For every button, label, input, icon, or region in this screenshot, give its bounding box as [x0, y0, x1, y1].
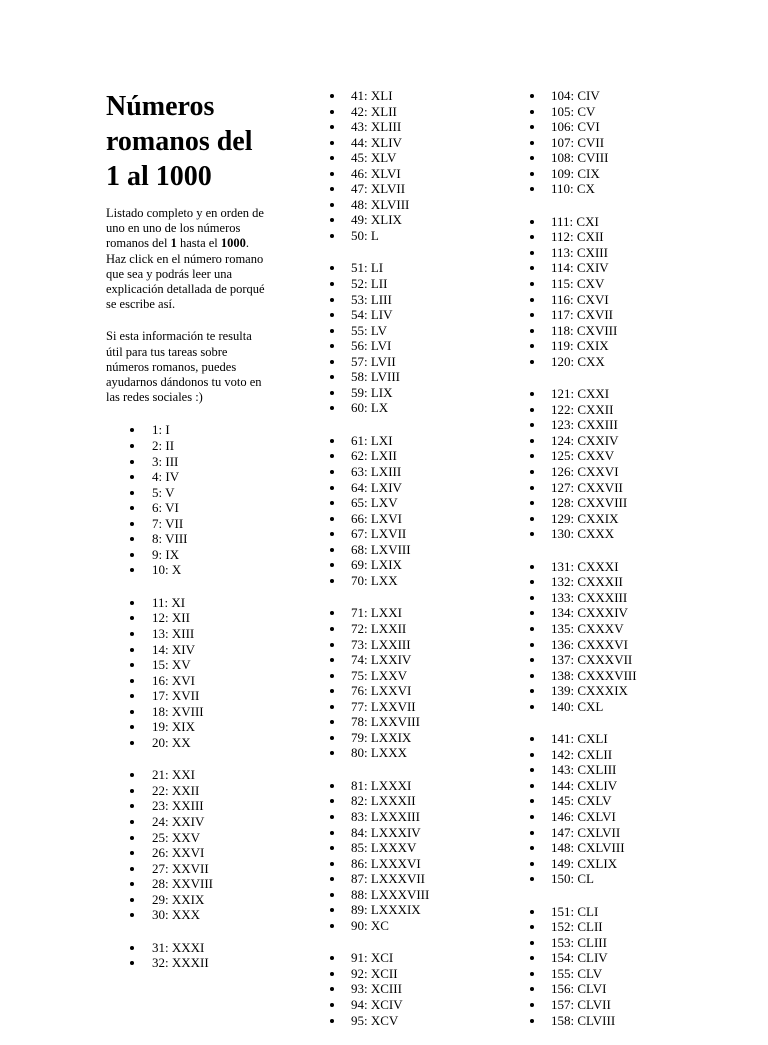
numeral-item[interactable]: 32: XXXII	[106, 955, 266, 971]
numeral-item[interactable]: 88: LXXXVIII	[330, 887, 490, 903]
numeral-item[interactable]: 11: XI	[106, 595, 266, 611]
numeral-item[interactable]: 72: LXXII	[330, 621, 490, 637]
numeral-item[interactable]: 110: CX	[530, 181, 700, 197]
numeral-item[interactable]: 107: CVII	[530, 135, 700, 151]
numeral-group	[330, 950, 490, 1028]
numeral-item[interactable]: 75: LXXV	[330, 668, 490, 684]
numeral-item[interactable]: 147: CXLVII	[530, 825, 700, 841]
numeral-item[interactable]: 115: CXV	[530, 276, 700, 292]
numeral-item[interactable]: 122: CXXII	[530, 402, 700, 418]
numeral-item[interactable]: 129: CXXIX	[530, 511, 700, 527]
numeral-item[interactable]: 92: XCII	[330, 966, 490, 982]
numeral-item[interactable]: 15: XV	[106, 657, 266, 673]
numeral-item[interactable]: 105: CV	[530, 104, 700, 120]
numeral-item[interactable]: 82: LXXXII	[330, 793, 490, 809]
numeral-item[interactable]: 152: CLII	[530, 919, 700, 935]
numeral-list-3	[530, 88, 700, 1028]
numeral-item[interactable]: 44: XLIV	[330, 135, 490, 151]
numeral-item[interactable]: 123: CXXIII	[530, 417, 700, 433]
numeral-item[interactable]: 138: CXXXVIII	[530, 668, 700, 684]
numeral-item[interactable]: 64: LXIV	[330, 480, 490, 496]
numeral-item[interactable]: 3: III	[106, 454, 266, 470]
numeral-item[interactable]: 120: CXX	[530, 354, 700, 370]
numeral-item[interactable]: 45: XLV	[330, 150, 490, 166]
numeral-item[interactable]: 2: II	[106, 438, 266, 454]
numeral-item[interactable]: 142: CXLII	[530, 747, 700, 763]
numeral-item[interactable]: 131: CXXXI	[530, 559, 700, 575]
numeral-item[interactable]: 148: CXLVIII	[530, 840, 700, 856]
numeral-item[interactable]: 135: CXXXV	[530, 621, 700, 637]
numeral-item[interactable]: 70: LXX	[330, 573, 490, 589]
numeral-group	[530, 731, 700, 886]
numeral-group	[330, 260, 490, 415]
numeral-item[interactable]: 121: CXXI	[530, 386, 700, 402]
numeral-item[interactable]: 111: CXI	[530, 214, 700, 230]
numeral-item[interactable]: 63: LXIII	[330, 464, 490, 480]
numeral-item[interactable]: 21: XXI	[106, 767, 266, 783]
numeral-item[interactable]: 12: XII	[106, 610, 266, 626]
numeral-item[interactable]: 25: XXV	[106, 830, 266, 846]
numeral-item[interactable]: 145: CXLV	[530, 793, 700, 809]
numeral-item[interactable]: 7: VII	[106, 516, 266, 532]
numeral-item[interactable]: 65: LXV	[330, 495, 490, 511]
numeral-item[interactable]: 118: CXVIII	[530, 323, 700, 339]
numeral-item[interactable]: 27: XXVII	[106, 861, 266, 877]
numeral-item[interactable]: 6: VI	[106, 500, 266, 516]
numeral-group	[330, 778, 490, 933]
numeral-item[interactable]: 114: CXIV	[530, 260, 700, 276]
numeral-item[interactable]: 90: XC	[330, 918, 490, 934]
numeral-item[interactable]: 23: XXIII	[106, 798, 266, 814]
numeral-item[interactable]: 16: XVI	[106, 673, 266, 689]
numeral-item[interactable]: 113: CXIII	[530, 245, 700, 261]
numeral-group	[530, 386, 700, 541]
numeral-item[interactable]: 13: XIII	[106, 626, 266, 642]
numeral-group	[330, 433, 490, 588]
numeral-item[interactable]: 18: XVIII	[106, 704, 266, 720]
numeral-item[interactable]: 130: CXXX	[530, 526, 700, 542]
numeral-item[interactable]: 5: V	[106, 485, 266, 501]
numeral-item[interactable]: 151: CLI	[530, 904, 700, 920]
numeral-item[interactable]: 143: CXLIII	[530, 762, 700, 778]
numeral-item[interactable]: 67: LXVII	[330, 526, 490, 542]
numeral-group	[106, 422, 266, 577]
numeral-list-2	[330, 88, 490, 1028]
numeral-item[interactable]: 55: LV	[330, 323, 490, 339]
numeral-item[interactable]: 106: CVI	[530, 119, 700, 135]
page-title: Números romanos del 1 al 1000	[106, 91, 253, 192]
numeral-item[interactable]: 19: XIX	[106, 719, 266, 735]
numeral-item[interactable]: 117: CXVII	[530, 307, 700, 323]
numeral-item[interactable]: 144: CXLIV	[530, 778, 700, 794]
numeral-item[interactable]: 4: IV	[106, 469, 266, 485]
numeral-item[interactable]: 58: LVIII	[330, 369, 490, 385]
numeral-group	[330, 605, 490, 760]
numeral-item[interactable]: 41: XLI	[330, 88, 490, 104]
numeral-item[interactable]: 24: XXIV	[106, 814, 266, 830]
numeral-item[interactable]: 54: LIV	[330, 307, 490, 323]
numeral-item[interactable]: 53: LIII	[330, 292, 490, 308]
numeral-item[interactable]: 89: LXXXIX	[330, 902, 490, 918]
numeral-item[interactable]: 149: CXLIX	[530, 856, 700, 872]
numeral-item[interactable]: 49: XLIX	[330, 212, 490, 228]
numeral-group	[106, 595, 266, 750]
numeral-item[interactable]: 61: LXI	[330, 433, 490, 449]
numeral-item[interactable]: 62: LXII	[330, 448, 490, 464]
numeral-item[interactable]: 150: CL	[530, 871, 700, 887]
numeral-item[interactable]: 71: LXXI	[330, 605, 490, 621]
numeral-item[interactable]: 139: CXXXIX	[530, 683, 700, 699]
numeral-item[interactable]: 155: CLV	[530, 966, 700, 982]
numeral-item[interactable]: 52: LII	[330, 276, 490, 292]
numeral-item[interactable]: 108: CVIII	[530, 150, 700, 166]
numeral-item[interactable]: 141: CXLI	[530, 731, 700, 747]
numeral-item[interactable]: 154: CLIV	[530, 950, 700, 966]
numeral-group	[530, 559, 700, 714]
left-column	[106, 88, 266, 988]
numeral-item[interactable]: 112: CXII	[530, 229, 700, 245]
numeral-item[interactable]: 116: CXVI	[530, 292, 700, 308]
numeral-group	[330, 88, 490, 243]
numeral-item[interactable]: 76: LXXVI	[330, 683, 490, 699]
numeral-item[interactable]: 46: XLVI	[330, 166, 490, 182]
intro-paragraph	[106, 206, 266, 312]
numeral-item[interactable]: 80: LXXX	[330, 745, 490, 761]
numeral-group	[530, 88, 700, 197]
numeral-item[interactable]: 158: CLVIII	[530, 1013, 700, 1029]
numeral-item[interactable]: 60: LX	[330, 400, 490, 416]
right-column	[530, 88, 700, 1045]
numeral-item[interactable]: 93: XCIII	[330, 981, 490, 997]
numeral-item[interactable]: 157: CLVII	[530, 997, 700, 1013]
numeral-item[interactable]: 127: CXXVII	[530, 480, 700, 496]
numeral-item[interactable]: 78: LXXVIII	[330, 714, 490, 730]
numeral-item[interactable]: 22: XXII	[106, 783, 266, 799]
numeral-item[interactable]: 153: CLIII	[530, 935, 700, 951]
numeral-item[interactable]: 69: LXIX	[330, 557, 490, 573]
numeral-item[interactable]: 68: LXVIII	[330, 542, 490, 558]
numeral-group	[530, 214, 700, 369]
numeral-item[interactable]: 26: XXVI	[106, 845, 266, 861]
numeral-item[interactable]: 56: LVI	[330, 338, 490, 354]
numeral-item[interactable]: 140: CXL	[530, 699, 700, 715]
numeral-item[interactable]: 128: CXXVIII	[530, 495, 700, 511]
numeral-item[interactable]: 77: LXXVII	[330, 699, 490, 715]
numeral-item[interactable]: 83: LXXXIII	[330, 809, 490, 825]
numeral-item[interactable]: 20: XX	[106, 735, 266, 751]
numeral-item[interactable]: 1: I	[106, 422, 266, 438]
numeral-item[interactable]: 8: VIII	[106, 531, 266, 547]
numeral-item[interactable]: 95: XCV	[330, 1013, 490, 1029]
numeral-item[interactable]: 125: CXXV	[530, 448, 700, 464]
numeral-item[interactable]: 87: LXXXVII	[330, 871, 490, 887]
vote-paragraph: Si esta información te resulta útil para tus tareas sobre números romanos, puedes ayudarnos dándonos tu voto en las redes sociales :)	[106, 329, 262, 405]
numeral-item[interactable]: 85: LXXXV	[330, 840, 490, 856]
numeral-item[interactable]: 29: XXIX	[106, 892, 266, 908]
numeral-item[interactable]: 104: CIV	[530, 88, 700, 104]
numeral-item[interactable]: 30: XXX	[106, 907, 266, 923]
numeral-item[interactable]: 14: XIV	[106, 642, 266, 658]
numeral-item[interactable]: 109: CIX	[530, 166, 700, 182]
numeral-item[interactable]: 156: CLVI	[530, 981, 700, 997]
numeral-item[interactable]: 136: CXXXVI	[530, 637, 700, 653]
numeral-item[interactable]: 31: XXXI	[106, 940, 266, 956]
numeral-item[interactable]: 126: CXXVI	[530, 464, 700, 480]
intro-bold-1: 1	[170, 236, 177, 251]
numeral-item[interactable]: 48: XLVIII	[330, 197, 490, 213]
numeral-item[interactable]: 47: XLVII	[330, 181, 490, 197]
numeral-item[interactable]: 91: XCI	[330, 950, 490, 966]
numeral-item[interactable]: 86: LXXXVI	[330, 856, 490, 872]
numeral-item[interactable]: 59: LIX	[330, 385, 490, 401]
numeral-item[interactable]: 146: CXLVI	[530, 809, 700, 825]
numeral-item[interactable]: 132: CXXXII	[530, 574, 700, 590]
middle-column	[330, 88, 490, 1045]
intro-text-1: Listado completo y en orden de uno en uno de los números romanos del	[106, 206, 264, 251]
numeral-item[interactable]: 79: LXXIX	[330, 730, 490, 746]
numeral-list-1	[106, 422, 266, 971]
numeral-item[interactable]: 124: CXXIV	[530, 433, 700, 449]
intro-bold-1000: 1000	[220, 236, 246, 251]
numeral-group	[106, 767, 266, 922]
numeral-item[interactable]: 94: XCIV	[330, 997, 490, 1013]
numeral-item[interactable]: 43: XLIII	[330, 119, 490, 135]
numeral-item[interactable]: 73: LXXIII	[330, 637, 490, 653]
numeral-item[interactable]: 42: XLII	[330, 104, 490, 120]
numeral-item[interactable]: 134: CXXXIV	[530, 605, 700, 621]
numeral-group	[530, 904, 700, 1028]
numeral-item[interactable]: 17: XVII	[106, 688, 266, 704]
numeral-group	[106, 940, 266, 971]
numeral-item[interactable]: 133: CXXXIII	[530, 590, 700, 606]
numeral-item[interactable]: 28: XXVIII	[106, 876, 266, 892]
numeral-item[interactable]: 137: CXXXVII	[530, 652, 700, 668]
numeral-item[interactable]: 66: LXVI	[330, 511, 490, 527]
numeral-item[interactable]: 119: CXIX	[530, 338, 700, 354]
numeral-item[interactable]: 81: LXXXI	[330, 778, 490, 794]
numeral-item[interactable]: 50: L	[330, 228, 490, 244]
intro-text-3: . Haz click en el número romano que sea y podrás leer una explicación detallada de porqué se escribe así.	[106, 236, 265, 312]
numeral-item[interactable]: 9: IX	[106, 547, 266, 563]
numeral-item[interactable]: 57: LVII	[330, 354, 490, 370]
numeral-item[interactable]: 74: LXXIV	[330, 652, 490, 668]
intro-text-2: hasta el	[176, 236, 221, 251]
numeral-item[interactable]: 10: X	[106, 562, 266, 578]
numeral-item[interactable]: 84: LXXXIV	[330, 825, 490, 841]
numeral-item[interactable]: 51: LI	[330, 260, 490, 276]
